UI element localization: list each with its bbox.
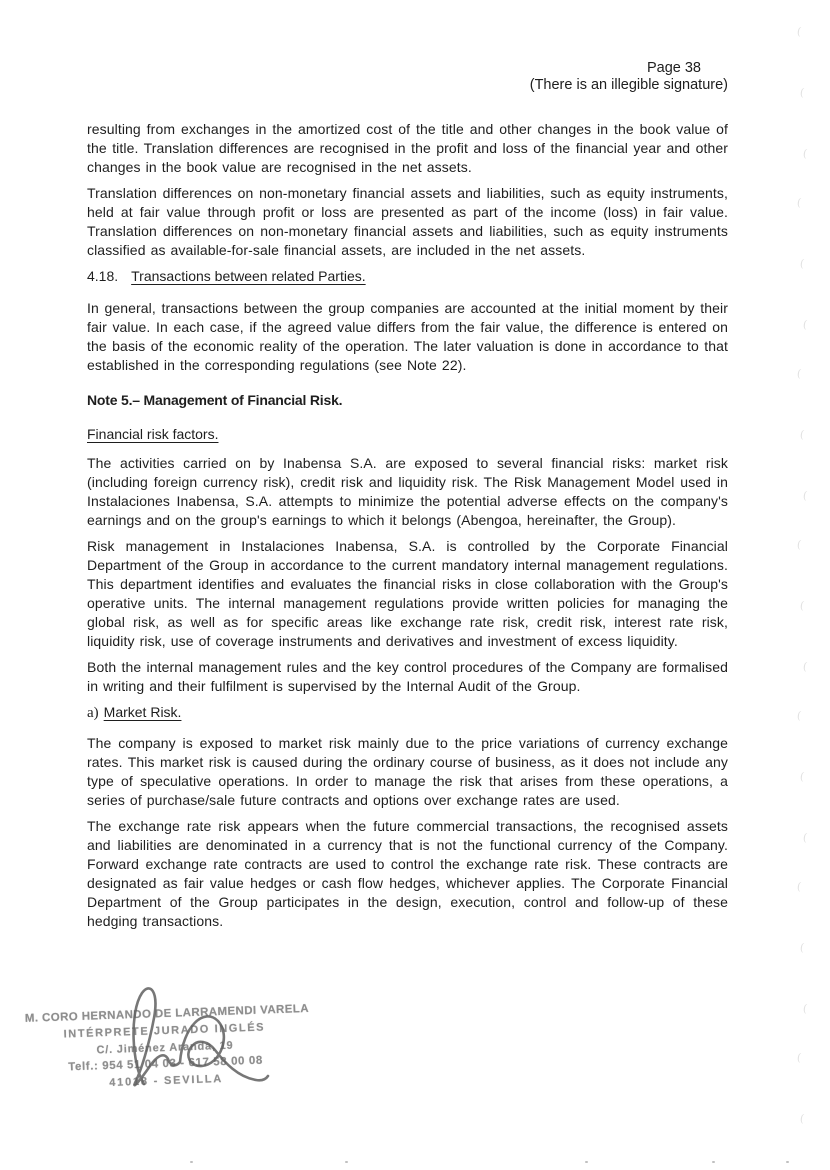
scan-artifact: ( (802, 317, 809, 332)
stamp-title-line: INTÉRPRETE JURADO INGLÉS (63, 1021, 266, 1041)
scan-artifact: ( (799, 769, 806, 784)
page-content (87, 60, 728, 938)
market-risk-heading (87, 703, 728, 723)
section-title-related-parties: Transactions between related Parties. (131, 268, 366, 284)
paragraph-translation-differences: Translation differences on non-monetary financial assets and liabilities, such as equity instruments, held at fair value through profit or loss are presented as part of the income (loss) in fair value. Translation differences on non-monetary financial assets and liabilities, such as equity instruments classified as available-for-sale financial assets, are included in the net assets. (87, 185, 728, 258)
illegible-signature-note: (There is an illegible signature) (529, 77, 728, 93)
note5-heading: Note 5.– Management of Financial Risk. (87, 392, 343, 408)
scan-artifact: ( (799, 256, 806, 271)
scan-artifact: ( (796, 1050, 803, 1065)
market-risk-label: Market Risk. (103, 704, 182, 720)
stamp-city-line: 41018 - SEVILLA (109, 1072, 224, 1089)
paragraph-exchange-rate-risk: The exchange rate risk appears when the future commercial transactions, the recognised assets and liabilities are denominated in a currency that is not the functional currency of the Company. Forward exchange rate contracts are used to control the exchange rate risk. These contracts are designated as fair value hedges or cash flow hedges, whichever applies. The Corporate Financial Department of the Group participates in the design, execution, control and follow-up of these hedging transactions. (87, 818, 728, 929)
scan-artifact: ( (796, 195, 803, 210)
section-number: 4.18. (87, 268, 119, 284)
scan-artifact: ( (799, 598, 806, 613)
scan-artifact: ( (796, 537, 803, 552)
scan-artifact: ( (799, 85, 806, 100)
list-letter: a) (87, 705, 99, 721)
scan-artifact: ( (799, 1111, 806, 1126)
scan-artifact: ( (796, 366, 803, 381)
paragraph-activities-risks: The activities carried on by Inabensa S.A. are exposed to several financial risks: market risk (including foreign currency risk), credit risk and liquidity risk. The Risk Management Model used in Instalaciones Inabensa, S.A. attempts to minimize the potential adverse effects on the company's earnings and on the group's earnings to which it belongs (Abengoa, hereinafter, the Group). (87, 455, 728, 528)
scan-artifact: ( (796, 24, 803, 39)
scan-artifact (712, 1161, 715, 1163)
scan-artifact: ( (799, 940, 806, 955)
scan-artifact: ( (802, 830, 809, 845)
financial-risk-factors-heading (87, 425, 728, 444)
scan-artifact: ( (802, 1001, 809, 1016)
scan-artifact (786, 1161, 789, 1163)
scan-artifact: ( (802, 659, 809, 674)
scan-artifact: ( (796, 879, 803, 894)
stamp-name-line: M. CORO HERNANDO DE LARRAMENDI VARELA (24, 1002, 310, 1025)
paragraph-internal-rules: Both the internal management rules and the key control procedures of the Company are formalised in writing and their fulfilment is supervised by the Internal Audit of the Group. (87, 659, 728, 694)
page-header (87, 60, 728, 94)
financial-risk-factors-label: Financial risk factors. (87, 426, 219, 442)
page-number: Page 38 (646, 60, 701, 76)
scan-artifact (345, 1161, 348, 1163)
scan-artifact: ( (796, 708, 803, 723)
scan-artifact: ( (799, 427, 806, 442)
scan-artifact (585, 1161, 588, 1163)
translator-stamp (24, 1001, 310, 1095)
paragraph-risk-management: Risk management in Instalaciones Inabensa, S.A. is controlled by the Corporate Financial Department of the Group in accordance to the current mandatory internal management regulations. This department identifies and evaluates the financial risks in close collaboration with the Group's operative units. The internal management regulations provide written policies for managing the global risk, as well as for specific areas like exchange rate risk, credit risk, interest rate risk, liquidity risk, use of coverage instruments and derivatives and investment of excess liquidity. (87, 538, 728, 649)
paragraph-group-transactions: In general, transactions between the group companies are accounted at the initial moment by their fair value. In each case, if the agreed value differs from the fair value, the difference is entered on the basis of the economic reality of the operation. The later valuation is done in accordance to that established in the corresponding regulations (see Note 22). (87, 300, 728, 373)
paragraph-amortized-cost: resulting from exchanges in the amortized cost of the title and other changes in the book value of the title. Translation differences are recognised in the profit and loss of the financial year and other changes in the book value are recognised in the net assets. (87, 121, 728, 175)
scan-artifact: ( (802, 488, 809, 503)
section-heading-4-18 (87, 267, 728, 286)
stamp-address-line: C/. Jiménez Aranda, 19 (96, 1039, 234, 1057)
scan-artifact: ( (802, 146, 809, 161)
scan-artifact (190, 1161, 193, 1163)
stamp-phone-line: Telf.: 954 51 04 03 - 617 58 00 08 (68, 1054, 264, 1074)
paragraph-market-risk: The company is exposed to market risk mainly due to the price variations of currency exchange rates. This market risk is caused during the ordinary course of business, as it does not include any type of speculative operations. In order to manage the risk that arises from these operations, a series of purchase/sale future contracts and options over exchange rates are used. (87, 735, 728, 808)
